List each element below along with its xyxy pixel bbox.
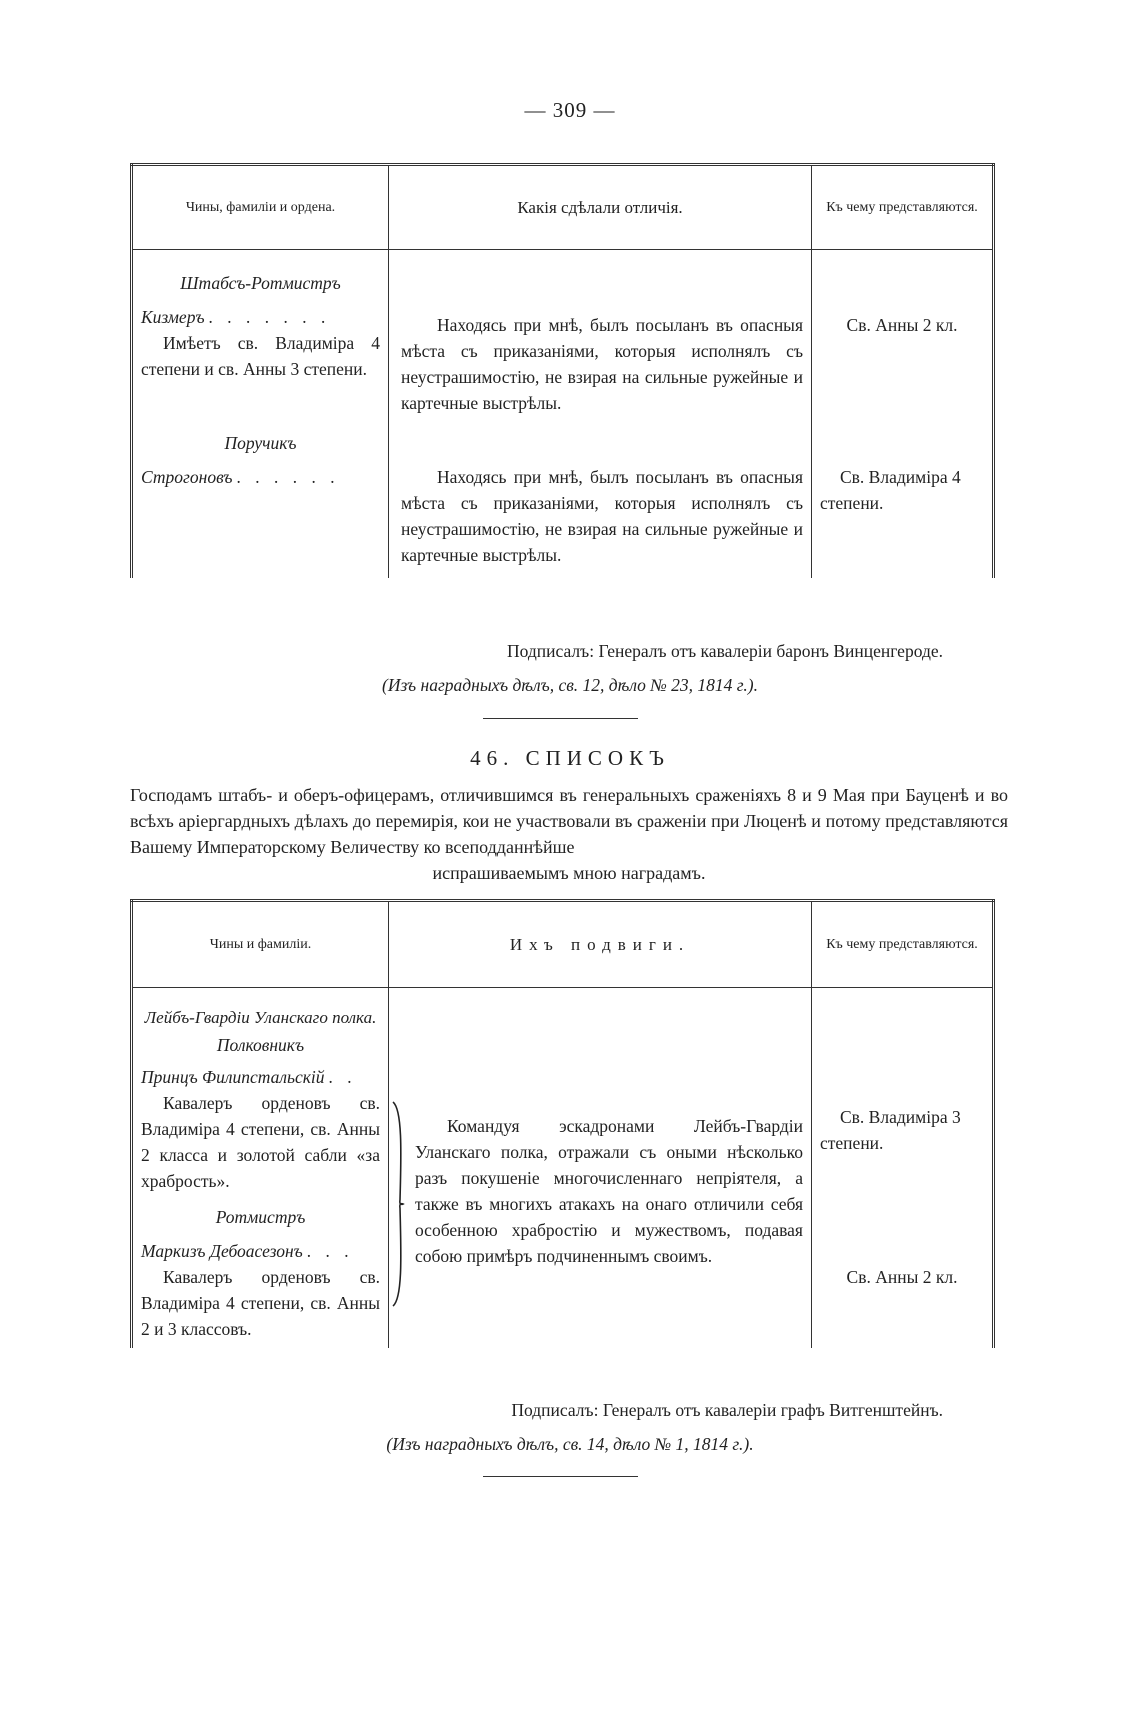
divider: [483, 1476, 638, 1477]
table-row: [132, 988, 994, 1349]
header-ranks-names: Чины и фамиліи.: [132, 901, 389, 988]
entry-rank: Штабсъ-Ротмистръ: [180, 273, 341, 293]
awards-table-2: [130, 899, 995, 1348]
regiment-name: Лейбъ-Гвардіи Уланскаго полка.: [144, 1008, 377, 1027]
entry-award: Св. Владиміра 4 степени.: [820, 467, 961, 513]
entry-deed: Командуя эскадронами Лейбъ-Гвардіи Уланскаго полка, отражали съ оными нѣсколько разъ покушеніе многочисленнаго непріятеля, а также въ многихъ атакахъ на онаго отличили себя особенною храбростію и мужествомъ, подавая собою примѣръ подчиненнымъ своимъ.: [415, 1116, 803, 1266]
entry-award: Св. Анны 2 кл.: [846, 315, 958, 335]
entry-award: Св. Владиміра 3 степени.: [820, 1107, 961, 1153]
leader-dots: . .: [328, 1067, 358, 1087]
awards-table-1: [130, 163, 995, 578]
brace-icon: [391, 1100, 405, 1308]
entry-orders: Имѣетъ св. Владиміра 4 степени и св. Анны 3 степени.: [141, 333, 380, 379]
source-note-2: (Изъ наградныхъ дѣлъ, св. 14, дѣло № 1, 1814 г.).: [386, 1434, 754, 1454]
page-number: — 309 —: [524, 98, 616, 122]
entry-name: Принцъ Филипстальскій: [141, 1067, 325, 1087]
entry-rank: Полковникъ: [216, 1035, 305, 1055]
entry-deed: Находясь при мнѣ, былъ посыланъ въ опасныя мѣста съ приказаніями, которыя исполнялъ съ неустрашимостію, не взирая на сильные ружейные и картечные выстрѣлы.: [401, 315, 803, 413]
entry-rank: Ротмистръ: [215, 1207, 306, 1227]
signature-1: Подписалъ: Генералъ отъ кавалеріи баронъ Винценгероде.: [507, 641, 943, 661]
table-row: [132, 250, 994, 417]
header-awards: Къ чему представляются.: [812, 901, 994, 988]
header-distinctions: Какія сдѣлали отличія.: [389, 165, 812, 250]
entry-rank: Поручикъ: [224, 433, 297, 453]
entry-deed: Находясь при мнѣ, былъ посыланъ въ опасныя мѣста съ приказаніями, которыя исполнялъ съ неустрашимостію, не взирая на сильные ружейные и картечные выстрѣлы.: [401, 467, 803, 565]
section-intro: [130, 782, 1008, 886]
header-deeds: Ихъ подвиги.: [389, 901, 812, 988]
intro-text: Господамъ штабъ- и оберъ-офицерамъ, отличившимся въ генеральныхъ сраженіяхъ 8 и 9 Мая при Бауценѣ и во всѣхъ аріергардныхъ дѣлахъ до перемирія, кои не участвовали въ сраженіи при Люценѣ и потому представляются Вашему Императорскому Величеству ко всеподданнѣйше: [130, 785, 1008, 857]
entry-name: Строгоновъ: [141, 467, 233, 487]
leader-dots: . . .: [307, 1241, 354, 1261]
entry-name: Кизмеръ: [141, 307, 205, 327]
entry-award: Св. Анны 2 кл.: [846, 1267, 958, 1287]
entry-orders: Кавалеръ орденовъ св. Владиміра 4 степени, св. Анны 2 и 3 классовъ.: [141, 1267, 380, 1339]
table-row: [132, 416, 994, 578]
signature-2: Подписалъ: Генералъ отъ кавалеріи графъ Витгенштейнъ.: [511, 1400, 943, 1420]
intro-text-last: испрашиваемымъ мною наградамъ.: [432, 863, 706, 883]
source-note-1: (Изъ наградныхъ дѣлъ, св. 12, дѣло № 23, 1814 г.).: [382, 675, 758, 695]
section-title: 46. СПИСОКЪ: [470, 746, 670, 770]
header-ranks-names-orders: Чины, фамиліи и ордена.: [132, 165, 389, 250]
entry-name: Маркизъ Дебоасезонъ: [141, 1241, 303, 1261]
header-awards: Къ чему представляются.: [812, 165, 994, 250]
leader-dots: . . . . . .: [236, 467, 341, 487]
divider: [483, 718, 638, 719]
leader-dots: . . . . . . .: [208, 307, 331, 327]
entry-orders: Кавалеръ орденовъ св. Владиміра 4 степени, св. Анны 2 класса и золотой сабли «за храбрость».: [141, 1093, 380, 1191]
